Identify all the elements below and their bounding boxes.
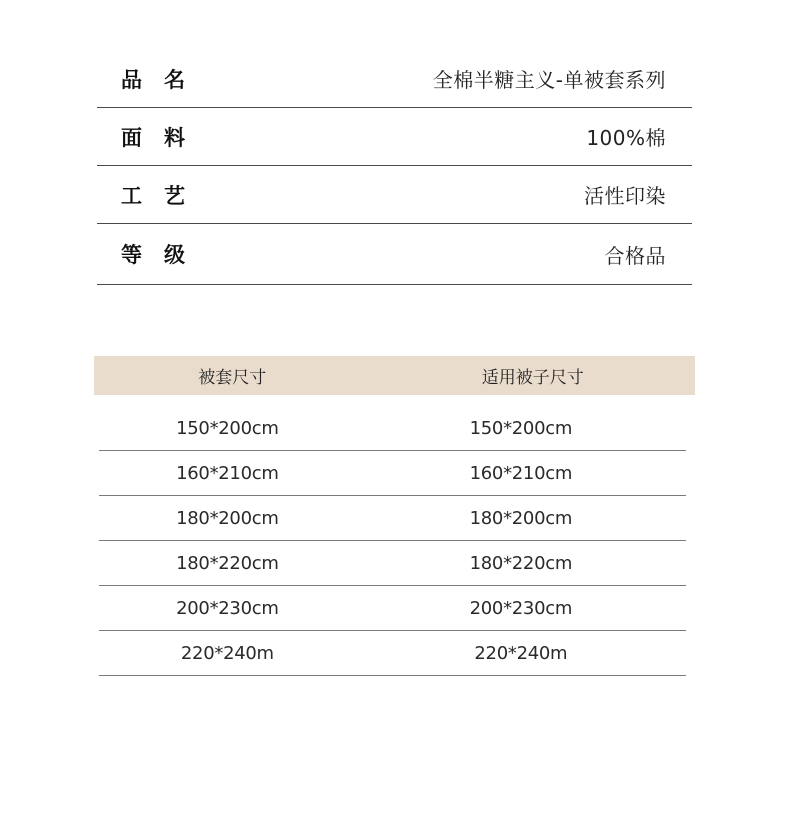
table-row <box>99 406 686 451</box>
duvet-size-cell: 150*200cm <box>176 417 279 439</box>
duvet-size-cell: 200*230cm <box>176 597 279 619</box>
table-row <box>99 586 686 631</box>
spec-label: 面料 <box>121 125 207 150</box>
quilt-size-cell: 180*220cm <box>469 552 573 574</box>
spec-label: 工艺 <box>121 183 207 208</box>
duvet-size-cell: 180*220cm <box>176 552 279 574</box>
table-row <box>99 451 686 496</box>
quilt-size-cell: 220*240m <box>474 642 568 664</box>
header-quilt-size: 适用被子尺寸 <box>481 368 584 388</box>
spec-value: 合格品 <box>604 243 666 268</box>
duvet-size-cell: 160*210cm <box>176 462 279 484</box>
quilt-size-cell: 160*210cm <box>469 462 573 484</box>
quilt-size-cell: 200*230cm <box>469 597 573 619</box>
size-table <box>94 356 695 676</box>
header-duvet-size: 被套尺寸 <box>198 368 267 388</box>
spec-row-process <box>97 166 692 224</box>
spec-row-name <box>97 50 692 108</box>
table-row <box>99 541 686 586</box>
product-spec-list <box>97 50 692 285</box>
size-table-header <box>94 356 695 395</box>
table-row <box>99 631 686 676</box>
duvet-size-cell: 180*200cm <box>176 507 279 529</box>
quilt-size-cell: 150*200cm <box>469 417 573 439</box>
spec-value: 活性印染 <box>584 184 666 208</box>
duvet-size-cell: 220*240m <box>180 642 274 664</box>
size-table-body <box>99 406 686 676</box>
spec-label: 等级 <box>121 243 207 267</box>
quilt-size-cell: 180*200cm <box>469 507 573 529</box>
spec-label: 品名 <box>121 67 207 92</box>
spec-value: 全棉半糖主义-单被套系列 <box>432 68 666 92</box>
table-row <box>99 496 686 541</box>
spec-value: 100%棉 <box>586 126 666 150</box>
spec-row-fabric <box>97 108 692 166</box>
spec-row-grade <box>97 224 692 285</box>
